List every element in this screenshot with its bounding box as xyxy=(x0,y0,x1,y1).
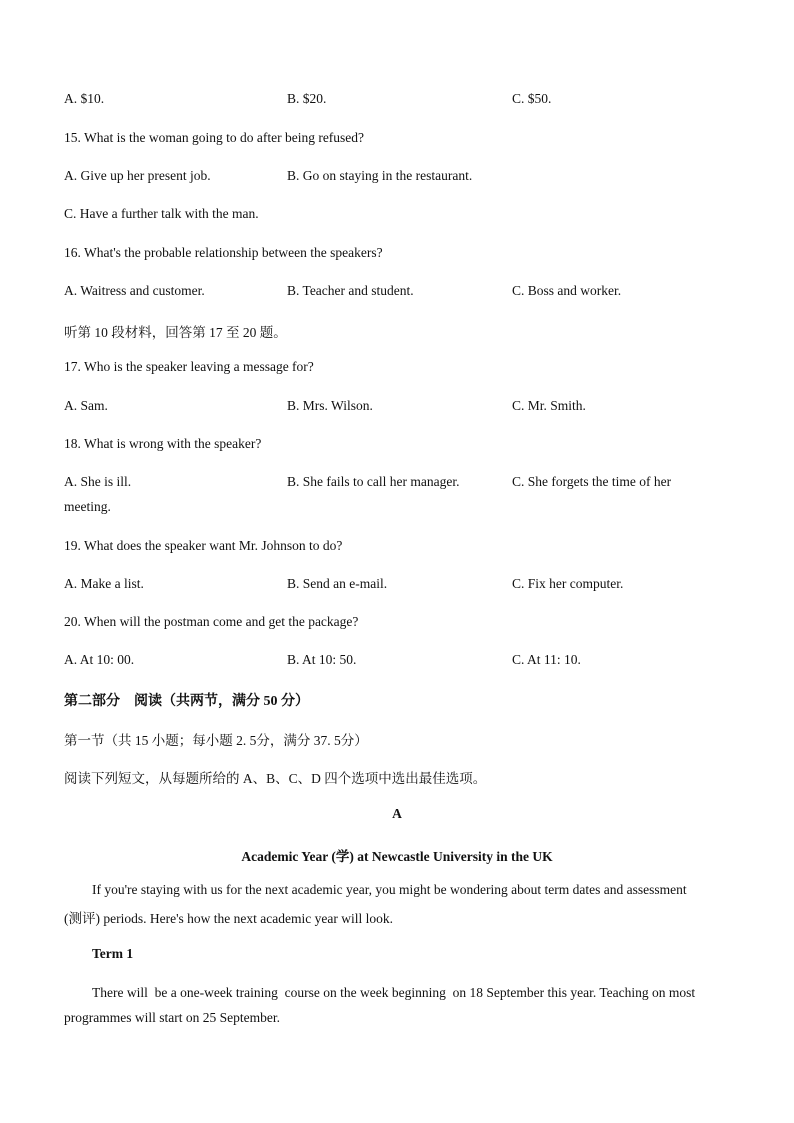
q19-option-c: C. Fix her computer. xyxy=(512,576,624,591)
section10-instruction: 听第 10 段材料，回答第 17 至 20 题。 xyxy=(64,325,287,340)
q18-option-c: C. She forgets the time of her xyxy=(512,474,672,489)
q17-option-c: C. Mr. Smith. xyxy=(512,398,586,413)
q17-option-a: A. Sam. xyxy=(64,398,108,413)
q19-option-b: B. Send an e-mail. xyxy=(287,576,388,591)
q16-option-a: A. Waitress and customer. xyxy=(64,283,205,298)
q16-option-b: B. Teacher and student. xyxy=(287,283,414,298)
passage-paragraph-1-line-1: If you're staying with us for the next academic year, you might be wondering about term dates and assessment xyxy=(92,882,687,897)
term1-heading: Term 1 xyxy=(92,946,134,961)
q20-option-c: C. At 11: 10. xyxy=(512,652,581,667)
q17-option-b: B. Mrs. Wilson. xyxy=(287,398,373,413)
q14-option-b: B. $20. xyxy=(287,91,327,106)
q17-question: 17. Who is the speaker leaving a message for? xyxy=(64,359,314,374)
passage-title: Academic Year (学) at Newcastle University in the UK xyxy=(241,849,553,864)
q19-option-a: A. Make a list. xyxy=(64,576,144,591)
q15-question: 15. What is the woman going to do after being refused? xyxy=(64,130,365,145)
q14-option-a: A. $10. xyxy=(64,91,105,106)
q18-option-b: B. She fails to call her manager. xyxy=(287,474,460,489)
passage-paragraph-1-line-2: (测评) periods. Here's how the next academic year will look. xyxy=(64,911,393,926)
section1-title: 第一节（共 15 小题；每小题 2. 5分，满分 37. 5分） xyxy=(64,733,368,748)
passage-paragraph-2-line-1: There will be a one-week training course on the week beginning on 18 September this year. Teaching on most xyxy=(92,985,696,1000)
part2-title: 第二部分 阅读（共两节，满分 50 分） xyxy=(64,694,309,709)
q15-option-b: B. Go on staying in the restaurant. xyxy=(287,168,473,183)
q15-option-c: C. Have a further talk with the man. xyxy=(64,206,259,221)
q16-option-c: C. Boss and worker. xyxy=(512,283,622,298)
q20-option-b: B. At 10: 50. xyxy=(287,652,357,667)
q14-option-c: C. $50. xyxy=(512,91,552,106)
q19-question: 19. What does the speaker want Mr. Johnson to do? xyxy=(64,538,343,553)
q20-option-a: A. At 10: 00. xyxy=(64,652,135,667)
reading-instruction: 阅读下列短文，从每题所给的 A、B、C、D 四个选项中选出最佳选项。 xyxy=(64,771,487,786)
q20-question: 20. When will the postman come and get the package? xyxy=(64,614,359,629)
passage-letter: A xyxy=(392,806,402,821)
q15-option-a: A. Give up her present job. xyxy=(64,168,211,183)
q18-option-a: A. She is ill. xyxy=(64,474,132,489)
passage-paragraph-2-line-2: programmes will start on 25 September. xyxy=(64,1010,280,1025)
q16-question: 16. What's the probable relationship between the speakers? xyxy=(64,245,383,260)
q18-question: 18. What is wrong with the speaker? xyxy=(64,436,262,451)
q18-option-c-continued: meeting. xyxy=(64,499,111,514)
